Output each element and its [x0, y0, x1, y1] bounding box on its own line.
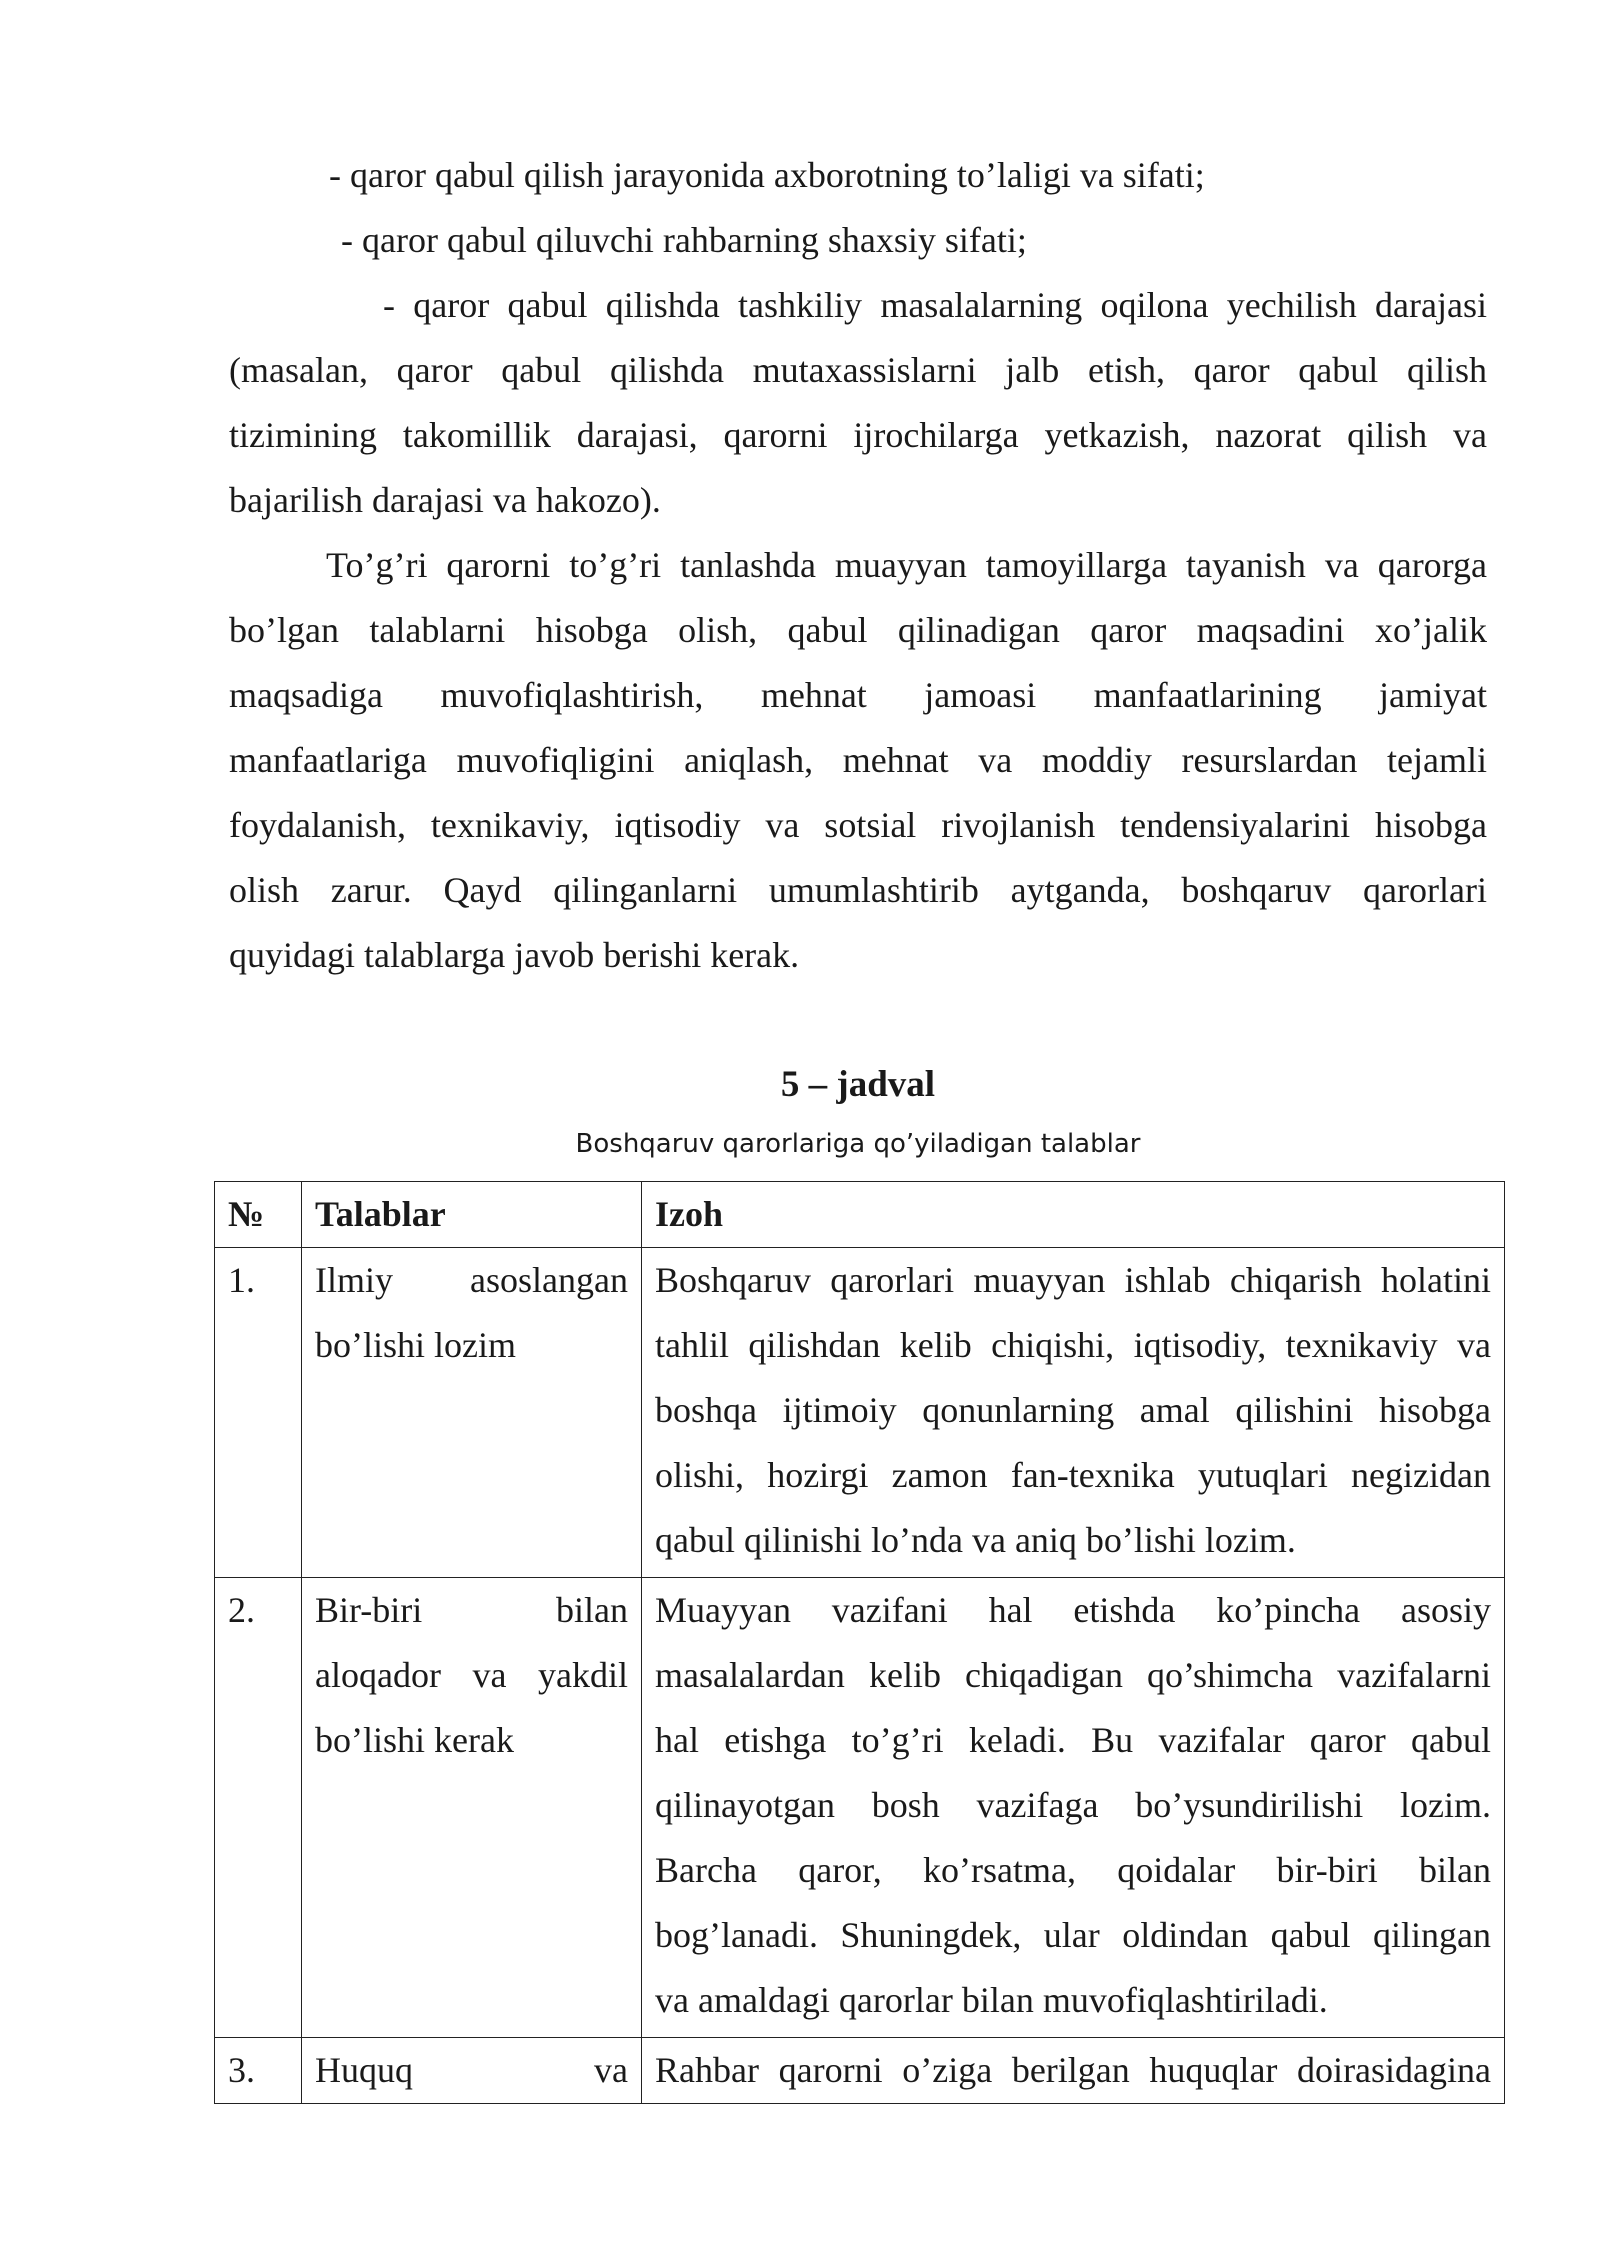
row-number: 2. [215, 1578, 302, 2038]
table-row [215, 1248, 1505, 1578]
cell-line: Muayyan vazifani hal etishda ko’pincha asosiy [655, 1590, 1491, 1630]
requirements-table [214, 1181, 1505, 2104]
paragraph-line: quyidagi talablarga javob berishi kerak. [229, 935, 800, 975]
row-requirement [302, 2038, 642, 2104]
cell-line: hal etishga to’g’ri keladi. Bu vazifalar qaror qabul [655, 1720, 1491, 1760]
paragraph-line: tizimining takomillik darajasi, qarorni ijrochilarga yetkazish, nazorat qilish va [229, 415, 1487, 455]
cell-line: tahlil qilishdan kelib chiqishi, iqtisodiy, texnikaviy va [655, 1325, 1491, 1365]
paragraph-line: - qaror qabul qilishda tashkiliy masalalarning oqilona yechilish darajasi [383, 285, 1487, 325]
cell-line: Rahbar qarorni o’ziga berilgan huquqlar doirasidagina [655, 2050, 1491, 2090]
cell-line: va amaldagi qarorlar bilan muvofiqlashtiriladi. [655, 1980, 1328, 2020]
row-requirement [302, 1248, 642, 1578]
cell-line: qabul qilinishi lo’nda va aniq bo’lishi lozim. [655, 1520, 1296, 1560]
header-number: № [215, 1182, 302, 1248]
header-requirements: Talablar [302, 1182, 642, 1248]
paragraph-line: bo’lgan talablarni hisobga olish, qabul qilinadigan qaror maqsadini xo’jalik [229, 610, 1487, 650]
paragraph-line: bajarilish darajasi va hakozo). [229, 480, 661, 520]
paragraph-line: foydalanish, texnikaviy, iqtisodiy va sotsial rivojlanish tendensiyalarini hisobga [229, 805, 1487, 845]
table-row [215, 1578, 1505, 2038]
cell-line: Boshqaruv qarorlari muayyan ishlab chiqarish holatini [655, 1260, 1491, 1300]
cell-line: bog’lanadi. Shuningdek, ular oldindan qabul qilingan [655, 1915, 1491, 1955]
row-explanation [642, 2038, 1505, 2104]
row-number: 1. [215, 1248, 302, 1578]
paragraph-line: To’g’ri qarorni to’g’ri tanlashda muayyan tamoyillarga tayanish va qarorga [326, 545, 1487, 585]
cell-line: Huquq va [315, 2050, 628, 2090]
header-explanation: Izoh [642, 1182, 1505, 1248]
table-title: 5 – jadval [780, 1064, 936, 1105]
cell-line: bo’lishi kerak [315, 1720, 514, 1760]
row-number: 3. [215, 2038, 302, 2104]
cell-line: aloqador va yakdil [315, 1655, 628, 1695]
cell-line: olishi, hozirgi zamon fan-texnika yutuqlari negizidan [655, 1455, 1491, 1495]
row-explanation [642, 1248, 1505, 1578]
bullet-line-2: - qaror qabul qiluvchi rahbarning shaxsiy sifati; [341, 220, 1027, 260]
row-requirement [302, 1578, 642, 2038]
cell-line: bo’lishi lozim [315, 1325, 516, 1365]
table-row [215, 2038, 1505, 2104]
cell-line: qilinayotgan bosh vazifaga bo’ysundirilishi lozim. [655, 1785, 1491, 1825]
cell-line: Barcha qaror, ko’rsatma, qoidalar bir-biri bilan [655, 1850, 1491, 1890]
cell-line: masalalardan kelib chiqadigan qo’shimcha vazifalarni [655, 1655, 1491, 1695]
paragraph-line: (masalan, qaror qabul qilishda mutaxassislarni jalb etish, qaror qabul qilish [229, 350, 1487, 390]
table-header-row [215, 1182, 1505, 1248]
cell-line: Bir-biri bilan [315, 1590, 628, 1630]
cell-line: boshqa ijtimoiy qonunlarning amal qilishini hisobga [655, 1390, 1491, 1430]
row-explanation [642, 1578, 1505, 2038]
paragraph-line: maqsadiga muvofiqlashtirish, mehnat jamoasi manfaatlarining jamiyat [229, 675, 1487, 715]
cell-line: Ilmiy asoslangan [315, 1260, 628, 1300]
paragraph-line: manfaatlariga muvofiqligini aniqlash, mehnat va moddiy resurslardan tejamli [229, 740, 1487, 780]
bullet-line-1: - qaror qabul qilish jarayonida axborotning to’laligi va sifati; [329, 155, 1205, 195]
paragraph-line: olish zarur. Qayd qilinganlarni umumlashtirib aytganda, boshqaruv qarorlari [229, 870, 1487, 910]
table-caption: Boshqaruv qarorlariga qo’yiladigan talablar [575, 1129, 1141, 1159]
